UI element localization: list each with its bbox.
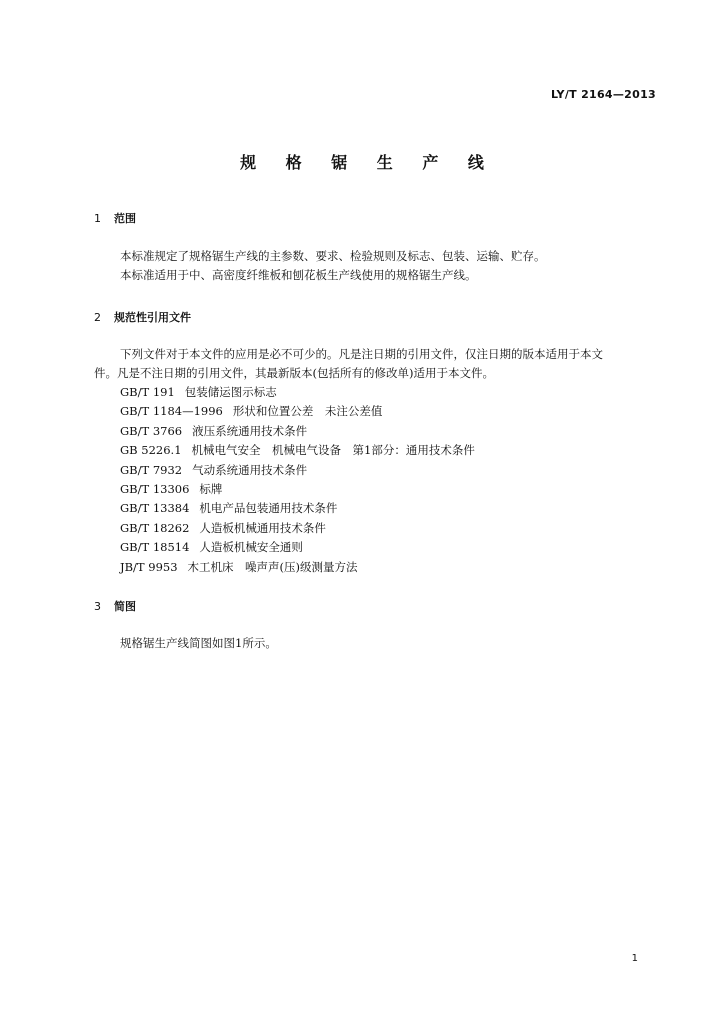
list-item	[120, 480, 475, 499]
list-item	[120, 461, 475, 480]
list-item	[120, 538, 475, 557]
reference-code: GB/T 13306	[120, 482, 190, 497]
reference-title: 人造板机械通用技术条件	[199, 520, 326, 535]
reference-title: 人造板机械安全通则	[199, 540, 303, 555]
reference-title: 气动系统通用技术条件	[192, 462, 308, 477]
list-item	[120, 519, 475, 538]
section-3-heading	[94, 598, 136, 614]
section-title: 规范性引用文件	[114, 311, 191, 324]
list-item	[120, 402, 475, 421]
reference-title: 包装储运图示标志	[184, 385, 277, 399]
reference-code: GB/T 18262	[120, 520, 190, 535]
reference-title: 液压系统通用技术条件	[192, 423, 308, 438]
reference-code: GB/T 13384	[120, 501, 190, 516]
section-number: 2	[94, 311, 101, 324]
reference-code: GB 5226.1	[120, 443, 182, 458]
reference-code: GB/T 1184—1996	[120, 404, 223, 419]
section-1-paragraph-2: 本标准适用于中、高密度纤维板和刨花板生产线使用的规格锯生产线。	[120, 268, 477, 282]
section-number: 1	[94, 212, 101, 225]
reference-title: 机械电气安全 机械电气设备 第1部分：通用技术条件	[191, 443, 475, 458]
section-title: 范围	[114, 212, 136, 225]
reference-code: GB/T 191	[120, 385, 175, 399]
reference-title: 形状和位置公差 未注公差值	[232, 404, 383, 419]
section-2-intro-line-2: 件。凡是不注日期的引用文件，其最新版本(包括所有的修改单)适用于本文件。	[94, 366, 494, 380]
section-2-intro-line-1: 下列文件对于本文件的应用是必不可少的。凡是注日期的引用文件，仅注日期的版本适用于本文	[120, 347, 603, 361]
reference-code: GB/T 7932	[120, 462, 183, 477]
list-item	[120, 499, 475, 518]
section-1-heading	[94, 210, 136, 226]
section-title: 简图	[114, 600, 136, 613]
normative-references-list	[120, 383, 475, 577]
section-1-paragraph-1: 本标准规定了规格锯生产线的主参数、要求、检验规则及标志、包装、运输、贮存。	[120, 249, 546, 263]
reference-title: 标牌	[199, 482, 223, 497]
page-number: 1	[631, 953, 638, 964]
reference-code: JB/T 9953	[120, 559, 178, 574]
list-item	[120, 441, 475, 460]
section-2-heading	[94, 309, 191, 325]
section-3-paragraph-1: 规格锯生产线简图如图1所示。	[120, 636, 277, 650]
reference-code: GB/T 18514	[120, 540, 190, 555]
standard-code: LY/T 2164—2013	[550, 88, 656, 101]
list-item	[120, 422, 475, 441]
list-item	[120, 558, 475, 577]
reference-title: 木工机床 噪声声(压)级测量方法	[187, 559, 358, 574]
reference-code: GB/T 3766	[120, 423, 183, 438]
reference-title: 机电产品包装通用技术条件	[199, 501, 338, 516]
section-number: 3	[94, 600, 101, 613]
document-title: 规 格 锯 生 产 线	[240, 153, 496, 172]
list-item	[120, 383, 475, 402]
